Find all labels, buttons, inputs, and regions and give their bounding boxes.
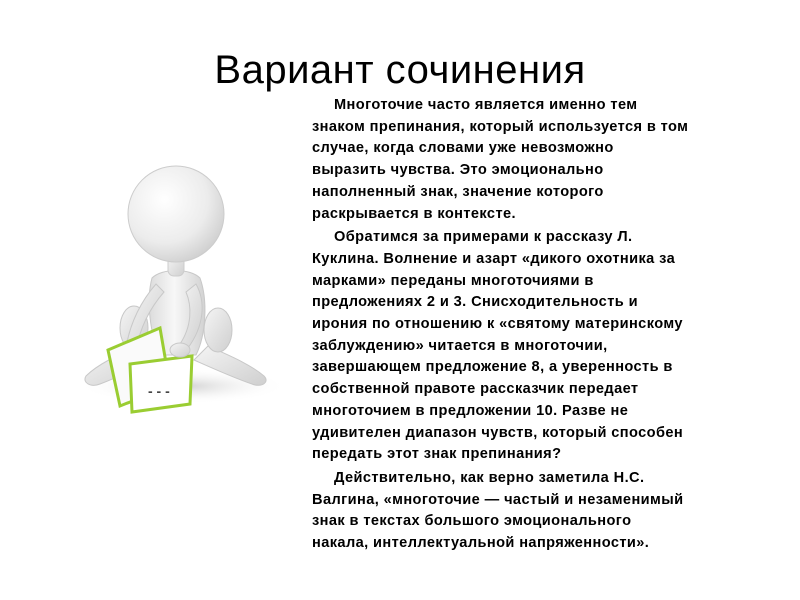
line: раскрывается в контексте. [312, 205, 516, 222]
line: накала, интеллектуальной напряженности». [312, 535, 650, 552]
line: знак в текстах большого эмоционального [312, 513, 632, 530]
line: Обратимся за примерами к рассказу Л. [334, 229, 633, 246]
right-hand [170, 343, 190, 357]
line: ирония по отношению к «святому материнскому [312, 316, 683, 333]
line: выразить чувства. Это эмоционально [312, 162, 604, 179]
essay-text [312, 95, 772, 557]
paragraph-3 [312, 468, 772, 555]
line: наполненный знак, значение которого [312, 183, 604, 200]
line: заблуждению» читается в многоточии, [312, 337, 608, 354]
person-with-book-illustration [68, 150, 298, 430]
paragraph-2 [312, 227, 772, 466]
book-marks: - - - [148, 383, 170, 399]
line: передать этот знак препинания? [312, 446, 562, 463]
line: предложениях 2 и 3. Снисходительность и [312, 294, 638, 311]
line: Многоточие часто является именно тем [334, 97, 638, 113]
slide-title: Вариант сочинения [214, 47, 586, 92]
paragraph-1 [312, 95, 772, 225]
line: завершающем предложение 8, а уверенность в [312, 359, 673, 376]
line: Действительно, как верно заметила Н.С. [334, 469, 645, 486]
line: многоточием в предложении 10. Разве не [312, 402, 629, 419]
line: марками» переданы многоточиями в [312, 272, 594, 289]
line: Валгина, «многоточие — частый и незаменимый [312, 491, 684, 508]
line: собственной правоте рассказчик передает [312, 381, 639, 398]
line: Куклина. Волнение и азарт «дикого охотника за [312, 250, 676, 267]
line: знаком препинания, который используется в том [312, 118, 689, 135]
head [128, 166, 224, 262]
right-knee [204, 308, 232, 352]
line: удивителен диапазон чувств, который способен [312, 424, 684, 441]
line: случае, когда словами уже невозможно [312, 140, 614, 157]
person-with-book-icon [68, 150, 298, 430]
